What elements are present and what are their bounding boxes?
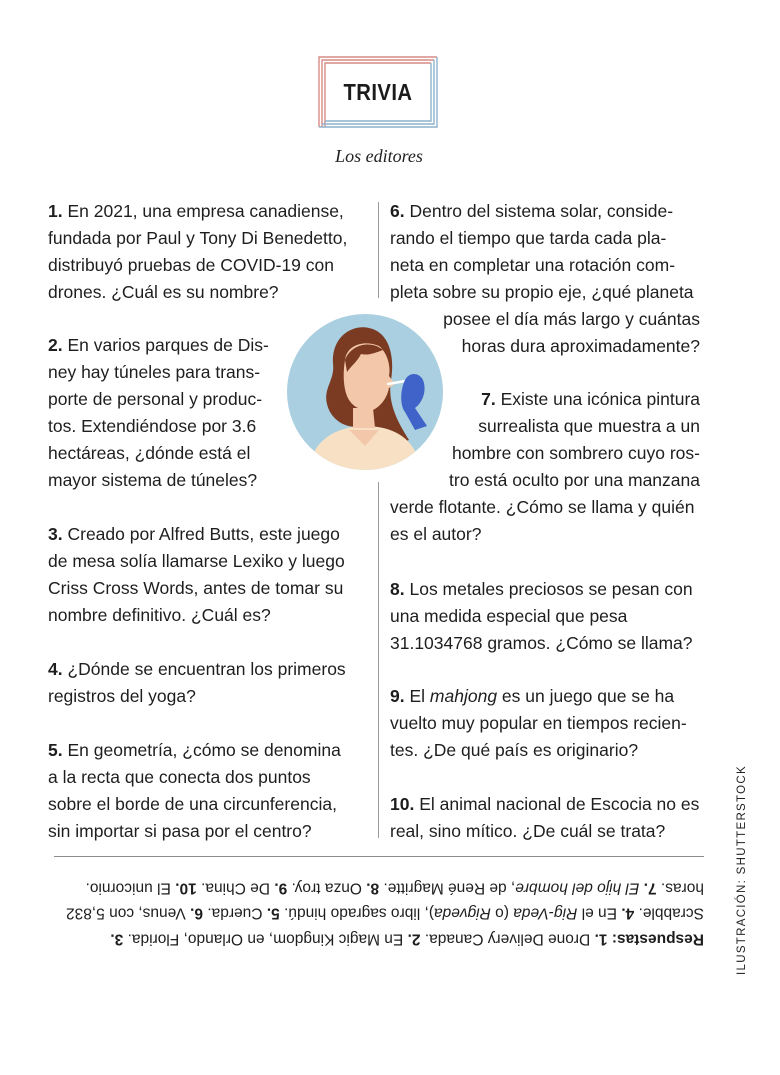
question-6: 6. Dentro del sistema solar, conside- rando el tiempo que tarda cada pla- neta en completar una rotación com- pleta sobre su propio eje, ¿qué planeta posee el día más largo y cuántas horas dura aproximadamente? <box>390 201 700 356</box>
question-8: 8. Los metales preciosos se pesan con una medida especial que pesa 31.1034768 gramos. ¿Cómo se llama? <box>390 579 693 653</box>
column-divider-top <box>378 202 379 298</box>
byline: Los editores <box>335 146 423 166</box>
covid-test-illustration <box>287 314 443 470</box>
question-7: 7. Existe una icónica pintura surrealista que muestra a un hombre con sombrero cuyo ros- tro está oculto por una manzana verde flotante. ¿Cómo se llama y quién es el autor? <box>390 389 700 544</box>
question-3: 3. Creado por Alfred Butts, este juego de mesa solía llamarse Lexiko y luego Criss Cross Words, antes de tomar su nombre definitivo. ¿Cuál es? <box>48 524 345 625</box>
question-9: 9. El mahjong es un juego que se ha vuelto muy popular en tiempos recien- tes. ¿De qué país es originario? <box>390 686 687 760</box>
answers-block: Respuestas: 1. Drone Delivery Canada. 2. En Magic Kingdom, en Orlando, Florida. 3. Scrabble. 4. En el Rig-Veda (o Rigveda), libro sagrado hindú. 5. Cuerda. 6. Venus, con 5,832 horas. 7. El hijo del hombre, de René Magritte. 8. Onza troy. 9. De China. 10. El unicornio. <box>65 879 704 948</box>
question-10: 10. El animal nacional de Escocia no es real, sino mítico. ¿De cuál se trata? <box>390 794 700 841</box>
question-5: 5. En geometría, ¿cómo se denomina a la recta que conecta dos puntos sobre el borde de una circunferencia, sin importar si pasa por el centro? <box>48 740 341 841</box>
question-1: 1. En 2021, una empresa canadiense, fundada por Paul y Tony Di Benedetto, distribuyó pruebas de COVID-19 con drones. ¿Cuál es su nombre? <box>48 201 348 302</box>
page-title: TRIVIA <box>343 78 413 105</box>
question-2: 2. En varios parques de Dis- ney hay túneles para trans- porte de personal y produc- tos. Extendiéndose por 3.6 hectáreas, ¿dónde está el mayor sistema de túneles? <box>48 335 269 490</box>
answers-divider <box>54 856 704 857</box>
illustration-credit: ILUSTRACIÓN: SHUTTERSTOCK <box>736 765 748 975</box>
question-4: 4. ¿Dónde se encuentran los primeros registros del yoga? <box>48 659 346 706</box>
column-divider-bottom <box>378 482 379 838</box>
